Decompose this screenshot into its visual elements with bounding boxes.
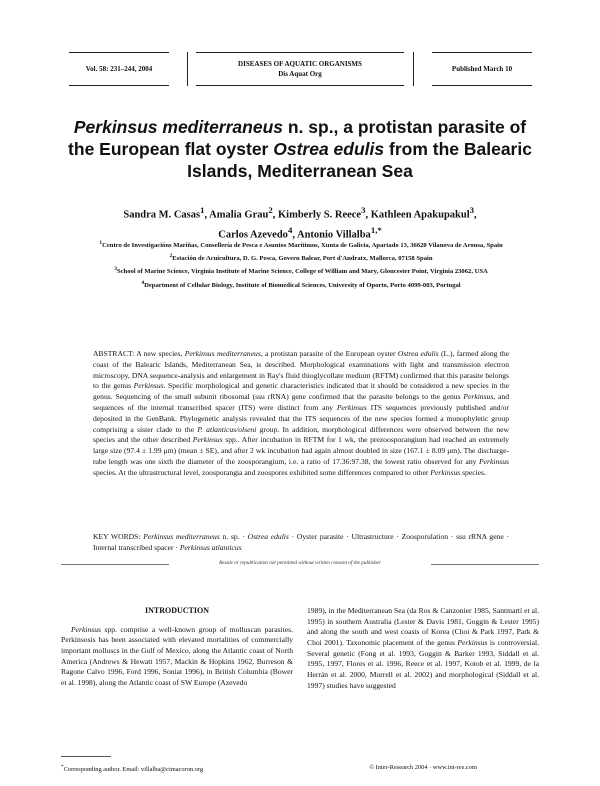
intro-column-right [307,606,539,691]
published-text: Published March 10 [451,65,513,73]
paragraph: Perkinsus spp. comprise a well-known group of molluscan parasites. Perkinsosis has been associated with elevated mortalities of commercially important molluscs in the Gulf of Mexico, along the Atlantic coast of North America (Andrews & Hewatt 1957, Mackin & Hopkins 1962, Burreson & Ragone Calvo 1996, Ford 1996, Soniat 1996), in British Columbia (Bower et al. 1998), along the Atlantic coast of SW Europe (Azevedo [61,624,293,687]
affiliation: $^3$School of Marine Science, Virginia Institute of Marine Science, College of William and Mary, Gloucester Point, Virginia 23062, USA [114,266,488,276]
volume-info [69,52,169,86]
section-heading: INTRODUCTION [144,606,209,615]
author-affil-sup: 1, [370,224,378,235]
author: Kimberly S. Reece [277,209,362,221]
title-host: Ostrea edulis [273,139,385,159]
intro-column-left [61,606,293,689]
abstract-label: ABSTRACT: [93,349,135,358]
corresponding-author-note: *Corresponding author. Email: villalba@cimacoron.org [61,764,204,774]
author: Amalia Grau [209,209,269,221]
author: Antonio Villalba [296,229,371,240]
affiliation: $^1$Centro de Investigacións Mariñas, Consellería de Pesca e Asuntos Marítimos, Xunta de Galicia, Apartado 13, 36620 Vilanova de Arousa, Spain [99,240,503,250]
title-species: Perkinsus mediterraneus [73,117,283,137]
affiliation: $^4$Department of Cellular Biology, Institute of Biomedical Sciences, University of Oporto, Porto 4099-003, Portugal [141,279,461,289]
affiliations [78,239,524,292]
republication-notice: Resale or republication not permitted without written consent of the publisher [219,560,381,566]
keywords: KEY WORDS: Perkinsus mediterraneus n. sp. · Ostrea edulis · Oyster parasite · Ultrastructure · Zoosporulation · ssu rRNA gene · Internal transcribed spacer · Perkinsus atlanticus [93,532,510,552]
author-affil-sup: 2 [268,205,273,215]
publication-date [432,52,532,86]
header-divider [413,52,414,86]
author-affil-sup: 3 [361,205,366,215]
abstract: ABSTRACT: A new species, Perkinsus mediterraneus, a protistan parasite of the European oyster Ostrea edulis (L.), farmed along the coast of the Balearic Islands, Mediterranean Sea, is described. Morphological examinations with light and transmission electron microscopy, DNA sequence-analysis and enlargement in Ray's fluid thioglycollate medium (RFTM) confirmed that this parasite belongs to the genus Perkinsus. Specific morphological and genetic characteristics indicated that it should be considered a new species in the genus. Sequencing of the small subunit ribosomal (ssu rRNA) gene confirmed that the parasite belongs to the genus Perkinsus, and sequences of the internal transcribed spacer (ITS) were distinct from any Perkinsus ITS sequences previously published and/or deposited in the GenBank. Phylogenetic analysis revealed that the ITS sequences of the new species formed a monophyletic group comprising a sister clade to the P. atlanticus/olseni group. In addition, morphological differences were observed between the new species and the other described Perkinsus spp.. After incubation in RFTM for 1 wk, the prezoosporangium had reached an extremely large size (97.4 ± 1.99 μm) (mean ± SE), and after 2 wk incubation had again almost doubled in size (167.1 ± 8.09 μm). The discharge-tube length was one sixth the diameter of the zoosporangium, i.e. a ratio of 17.36:97.38, the lowest ratio observed for any Perkinsus species. At the ultrastructural level, zoosporangia and zoospores exhibited some differences compared to other Perkinsus species. [93,349,510,477]
author: Kathleen Apakupakul [370,209,470,221]
title-text-end: from the Balearic Islands, Mediterranean Sea [187,139,532,181]
author-affil-sup: 4 [287,224,293,235]
divider-line [431,564,539,565]
affiliation: $^2$Estación de Acuicultura, D. G. Pesca, Govern Balear, Port d'Andratx, Mallorca, 07158 Spain [169,253,433,263]
author-list: Sandra M. Casas$^1$, Amalia Grau$^2$, Kimberly S. Reece$^3$, Kathleen Apakupakul$^3$, Carlos Azevedo$^4$, Antonio Villalba$^{1,*}$ [123,205,477,240]
journal-abbrev: Dis Aquat Org [278,70,322,78]
volume-text: Vol. 58: 231–244, 2004 [85,65,153,73]
author-affil-sup: 1 [200,205,205,215]
divider-line [61,564,169,565]
journal-info [196,52,404,86]
author: Sandra M. Casas [123,209,201,221]
asterisk-icon: * [377,224,382,235]
journal-name: DISEASES OF AQUATIC ORGANISMS [238,60,362,68]
paragraph: 1989), in the Mediterranean Sea (da Ros & Canzonier 1985, Santmartí et al. 1995) in southern Australia (Lester & Davis 1981, Goggin & Lester 1995) and along the south and west coasts of Korea (Choi & Park 1997, Park & Choi 2001). Taxonomic placement of the genus Perkinsus is controversial. Several genetic (Fong et al. 1993, Goggin & Barker 1993, Siddall et al. 1995, 1997, Flores et al. 1996, Reece et al. 1997, Kotob et al. 1999, de la Herrán et al. 2000, Murrell et al. 2002) and morphological (Siddall et al. 1997) studies have suggested [307,606,540,690]
header-divider [187,52,188,86]
author: Carlos Azevedo [218,229,288,240]
title-text: n. sp., a protistan parasite of the European flat oyster [68,117,527,159]
author-affil-sup: 3 [469,205,475,215]
paper-title [60,116,540,182]
keywords-label: KEY WORDS: [93,532,141,541]
footnote-rule [61,756,111,757]
copyright: © Inter-Research 2004 · www.int-res.com [369,764,477,771]
